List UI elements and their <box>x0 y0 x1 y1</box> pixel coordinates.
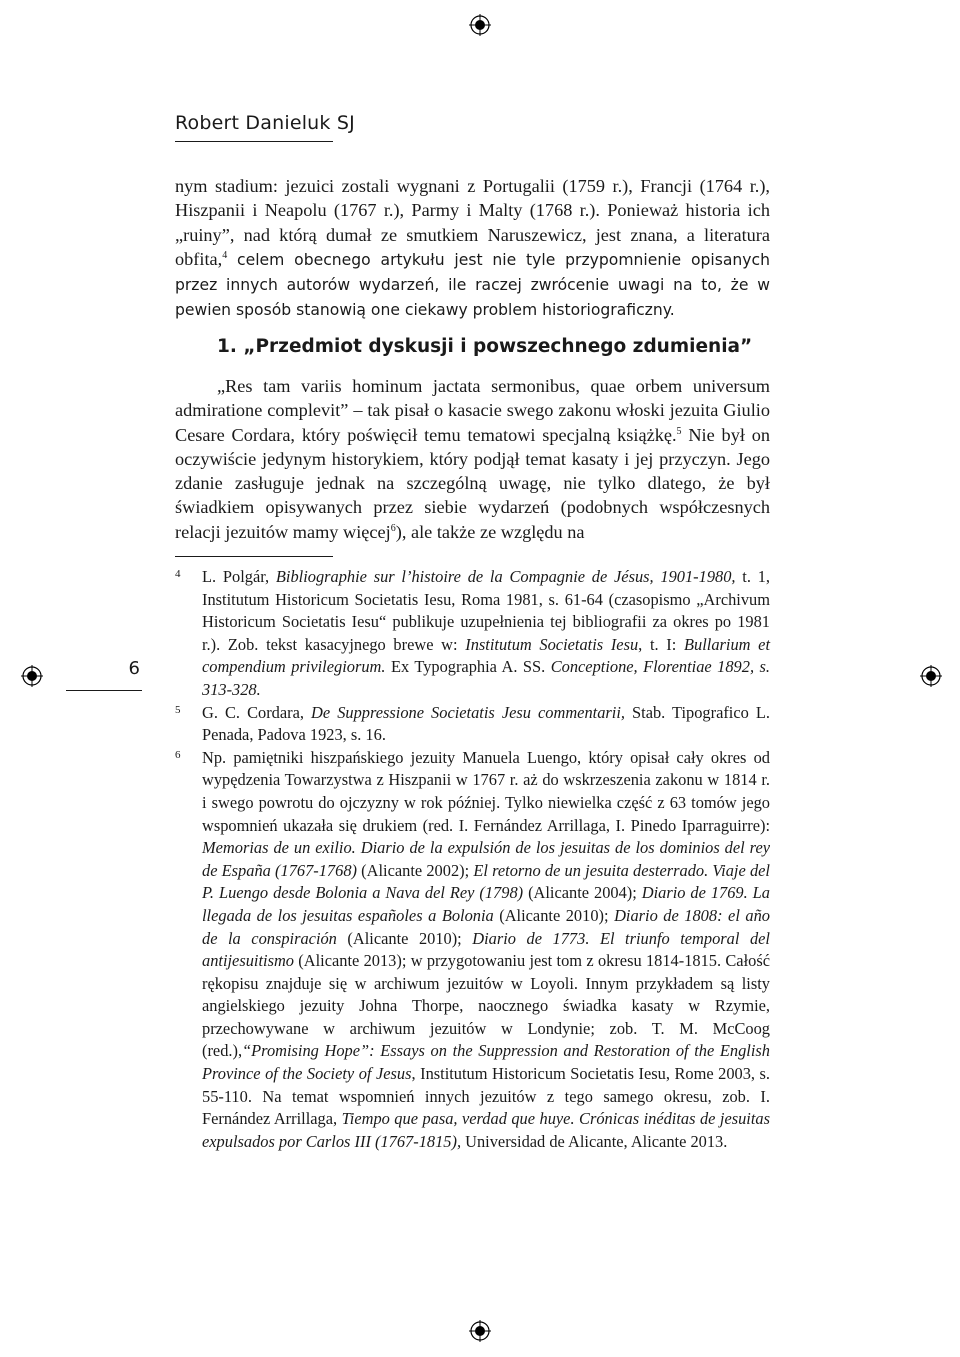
footnote-ref-6[interactable]: 6 <box>390 522 396 534</box>
footnote-6-text: (Alicante 2010); <box>493 905 615 925</box>
footnote-number: 6 <box>175 748 181 761</box>
footnote-ref-5[interactable]: 5 <box>676 425 682 437</box>
footnote-6-title: Diario de 1808: el año de la conspiración <box>202 905 770 948</box>
footnote-6-text: (Alicante 2004); <box>523 883 642 903</box>
footnote-4-text: Ex Typographia A. SS. <box>385 657 551 677</box>
footnote-6-title: Memorias de un exilio. Diario de la expulsión de los jesuitas de los dominios del rey de España (1767-1768) <box>202 838 770 880</box>
footnotes <box>175 566 770 1153</box>
footnote-number: 5 <box>175 703 181 716</box>
footnote-ref-4[interactable]: 4 <box>222 249 228 261</box>
footnote-6-text: , Institutum Historicum Societatis Iesu, Rome 2003, s. 55-110. Na temat wspomnień innych jezuitów z tego samego okresu, zob. I. Fernández Arrillaga, <box>202 1064 771 1129</box>
p2-text-a: „Res tam variis hominum jactata sermonibus, quae orbem universum admiratione complevit” – tak pisał o kasacie swego zakonu włoski jezuita Giulio Cesare Cordara, który poświęcił temu tematowi specjalną książkę. <box>175 376 770 445</box>
p2-text-c: ), ale także ze względu na <box>395 521 585 542</box>
page-number: 6 <box>128 658 140 679</box>
footnote-5-text: G. C. Cordara, <box>202 702 312 722</box>
footnote-6-title: El retorno de un jesuita desterrado. Viaje del P. Luengo desde Bolonia a Nava del Rey (1798) <box>202 860 770 903</box>
footnote-4-text: t. 1, Institutum Historicum Societatis Iesu, Roma 1981, s. 61-64 (czasopismo „Archivum Historicum Societatis Iesu“ publikuje uzupełnienia tej bibliografii za okres po 1981 r.). Zob. tekst kasacyjnego brewe w: <box>202 567 770 654</box>
footnote-rule <box>175 556 333 557</box>
footnote-6-title: Tiempo que pasa, verdad que huye. Crónicas inéditas de jesuitas expulsados por Carlos III (1767-1815), <box>202 1109 770 1151</box>
registration-mark-icon-bottom <box>469 1320 491 1342</box>
footnote-4-title: Bibliographie sur l’histoire de la Compagnie de Jésus, 1901-1980, <box>275 567 736 586</box>
footnote-4-text: L. Polgár, <box>202 567 276 586</box>
footnote-6-text: (Alicante 2013); w przygotowaniu jest tom z okresu 1814-1815. Całość rękopisu znajduje się w archiwum jezuitów w Loyoli. Innym przykładem są listy angielskiego jezuity Johna Thorpe, naocznego świadka kasaty w Rzymie, przechowywane w archiwum jezuitów w Londynie; zob. T. M. McCoog (red.), <box>202 951 770 1061</box>
footnote-4-title: Bullarium et compendium privilegiorum. <box>202 634 770 677</box>
footnote-6-title: “Promising Hope”: Essays on the Suppression and Restoration of the English Province of the Society of Jesus <box>202 1041 770 1084</box>
p1-text-b: celem obecnego artykułu jest nie tyle przypomnienie opisanych przez innych autorów wydarzeń, ile raczej zwrócenie uwagi na to, że w pewien sposób stanowią one ciekawy problem historiograficzny. <box>175 250 770 320</box>
p1-text-a: nym stadium: jezuici zostali wygnani z Portugalii (1759 r.), Francji (1764 r.), Hiszpanii i Neapolu (1767 r.), Parmy i Malty (1768 r.). Ponieważ historia ich „ruiny”, nad którą dumał ze smutkiem Naruszewicz, jest znana, a literatura obfita, <box>175 176 770 269</box>
page-number-rule <box>66 690 142 691</box>
section-heading: 1. „Przedmiot dyskusji i powszechnego zdumienia” <box>217 336 753 357</box>
footnote-number: 4 <box>175 568 181 580</box>
registration-mark-icon-top <box>469 14 491 36</box>
footnote-6-title: Diario de 1773. El triunfo temporal del antijesuitismo <box>202 928 770 971</box>
footnote-5-text: Stab. Tipografico L. Penada, Padova 1923, s. 16. <box>202 702 770 745</box>
footnote-6-text: Np. pamiętniki hiszpańskiego jezuity Manuela Luengo, który opisał cały okres od wypędzenia Towarzystwa z Hiszpanii w 1767 r. aż do wskrzeszenia zakonu w 1814 r. i swego powrotu do ojczyzny w rok później. Tylko niewielka część z 63 tomów jego wspomnień ukazała się drukiem (red. I. Fernández Arrillaga, I. Pinedo Iparraguirre): <box>202 747 770 835</box>
footnote-6 <box>175 747 770 1154</box>
header-rule <box>175 141 333 142</box>
registration-mark-icon-left <box>21 665 43 687</box>
footnote-4-title: Institutum Societatis Iesu <box>465 634 639 654</box>
footnote-6-title: Diario de 1769. La llegada de los jesuitas españoles a Bolonia <box>202 883 770 925</box>
footnote-5 <box>175 702 770 747</box>
footnote-4 <box>175 566 770 702</box>
footnote-6-text: (Alicante 2002); <box>356 860 474 880</box>
body-paragraph-2 <box>175 374 770 544</box>
footnote-4-title: Conceptione, Florentiae 1892, s. 313-328. <box>202 657 770 699</box>
body-paragraph-1 <box>175 174 770 323</box>
footnote-5-title: De Suppressione Societatis Jesu commentarii, <box>311 702 625 722</box>
footnote-6-text: (Alicante 2010); <box>336 928 473 948</box>
p2-text-b: Nie był on oczywiście jedynym historykiem, który podjął temat kasaty i jej przyczyn. Jego zdanie zasługuje jednak na szczególną uwagę, nie tylko dlatego, że był świadkiem opisywanych przez siebie wydarzeń (podobnych współczesnych relacji jezuitów mamy więcej <box>175 424 771 542</box>
registration-mark-icon-right <box>920 665 942 687</box>
footnote-6-text: Universidad de Alicante, Alicante 2013. <box>461 1131 728 1151</box>
running-header-author: Robert Danieluk SJ <box>175 112 355 134</box>
footnote-4-text: , t. I: <box>638 634 684 654</box>
